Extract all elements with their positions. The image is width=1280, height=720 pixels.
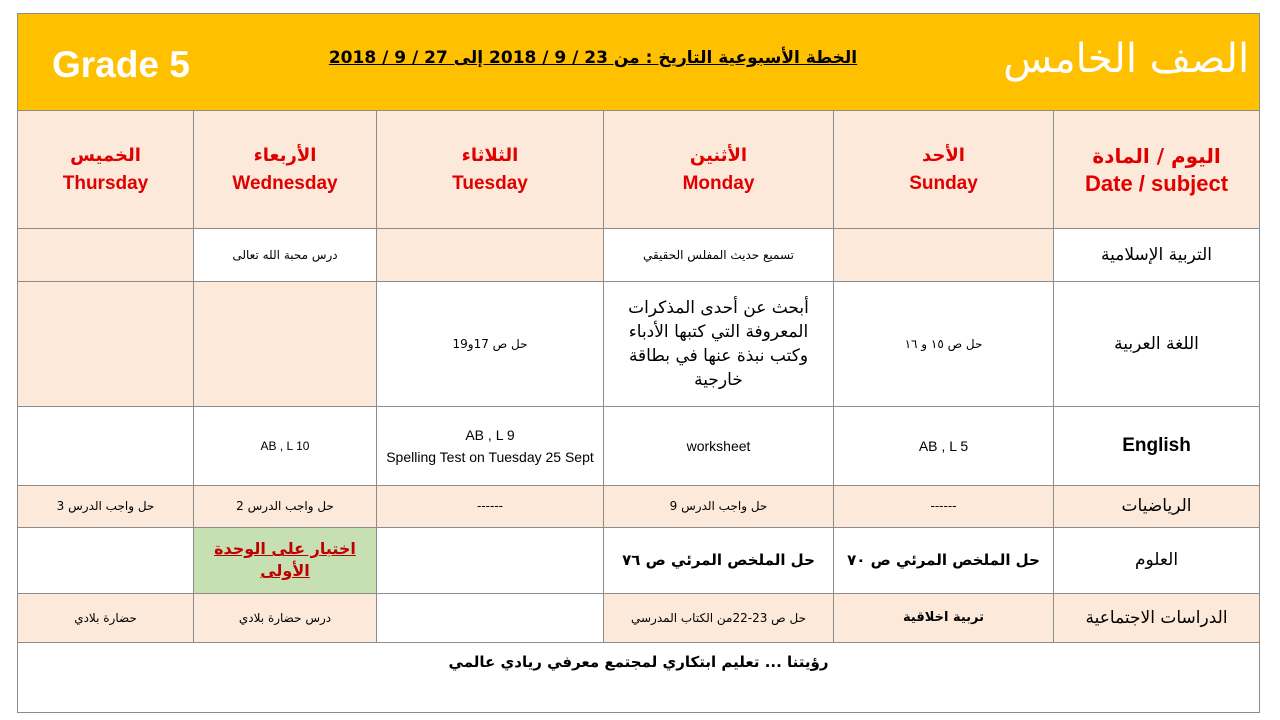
day-wednesday-ar: الأربعاء bbox=[253, 144, 317, 166]
arabic-monday: أبحث عن أحدى المذكرات المعروفة التي كتبها الأدباء وكتب نبذة عنها في بطاقة خارجية bbox=[604, 282, 834, 406]
day-sunday bbox=[834, 111, 1054, 229]
vision-statement: رؤيتنا ... تعليم ابتكاري لمجتمع معرفي ريادي عالمي bbox=[18, 642, 1260, 712]
subject-header-ar: اليوم / المادة bbox=[1092, 143, 1221, 168]
english-tuesday-line1: AB , L 9 bbox=[465, 426, 515, 443]
day-thursday-en: Thursday bbox=[62, 172, 149, 194]
science-thursday bbox=[18, 527, 194, 593]
day-sunday-en: Sunday bbox=[909, 172, 978, 194]
english-tuesday-line2: Spelling Test on Tuesday 25 Sept bbox=[386, 448, 594, 465]
arabic-tuesday: حل ص 17و19 bbox=[377, 282, 604, 406]
grade-label-en: Grade 5 bbox=[52, 44, 190, 85]
title-row bbox=[18, 14, 1260, 111]
math-tuesday: ------ bbox=[377, 485, 604, 527]
arabic-wednesday bbox=[194, 282, 377, 406]
subject-header bbox=[1054, 111, 1260, 229]
row-arabic bbox=[18, 282, 1260, 406]
social-sunday: تربية اخلاقية bbox=[834, 593, 1054, 642]
science-tuesday bbox=[377, 527, 604, 593]
title-banner bbox=[18, 14, 1260, 111]
science-wednesday bbox=[194, 527, 377, 593]
english-sunday: AB , L 5 bbox=[834, 406, 1054, 485]
english-wednesday: AB , L 10 bbox=[194, 406, 377, 485]
day-monday-ar: الأثنين bbox=[689, 144, 748, 166]
subject-science: العلوم bbox=[1054, 527, 1260, 593]
day-sunday-ar: الأحد bbox=[922, 144, 965, 166]
math-monday: حل واجب الدرس 9 bbox=[604, 485, 834, 527]
science-sunday: حل الملخص المرئي ص ٧٠ bbox=[834, 527, 1054, 593]
day-monday bbox=[604, 111, 834, 229]
row-social bbox=[18, 593, 1260, 642]
islamic-wednesday: درس محبة الله تعالى bbox=[194, 229, 377, 282]
row-islamic bbox=[18, 229, 1260, 282]
arabic-sunday: حل ص ١٥ و ١٦ bbox=[834, 282, 1054, 406]
english-thursday bbox=[18, 406, 194, 485]
social-thursday: حضارة بلادي bbox=[18, 593, 194, 642]
math-thursday: حل واجب الدرس 3 bbox=[18, 485, 194, 527]
day-tuesday-ar: الثلاثاء bbox=[461, 144, 519, 166]
exam-unit-one: اختبار على الوحدة الأولى bbox=[214, 539, 356, 581]
islamic-monday: تسميع حديث المفلس الحقيقي bbox=[604, 229, 834, 282]
subject-header-en: Date / subject bbox=[1085, 170, 1229, 196]
footer-row bbox=[18, 642, 1260, 712]
english-tuesday bbox=[377, 406, 604, 485]
islamic-tuesday bbox=[377, 229, 604, 282]
subject-english: English bbox=[1054, 406, 1260, 485]
islamic-sunday bbox=[834, 229, 1054, 282]
subject-islamic: التربية الإسلامية bbox=[1054, 229, 1260, 282]
day-thursday bbox=[18, 111, 194, 229]
grade-label-ar: الصف الخامس bbox=[1003, 36, 1250, 82]
weekly-plan-dates: الخطة الأسبوعية التاريخ : من 23 / 9 / 2018 إلى 27 / 9 / 2018 bbox=[328, 48, 858, 68]
day-thursday-ar: الخميس bbox=[70, 144, 141, 166]
arabic-thursday bbox=[18, 282, 194, 406]
day-tuesday bbox=[377, 111, 604, 229]
english-monday: worksheet bbox=[604, 406, 834, 485]
weekly-plan-table bbox=[17, 13, 1260, 713]
math-wednesday: حل واجب الدرس 2 bbox=[194, 485, 377, 527]
social-wednesday: درس حضارة بلادي bbox=[194, 593, 377, 642]
day-tuesday-en: Tuesday bbox=[452, 172, 528, 194]
day-monday-en: Monday bbox=[682, 172, 755, 194]
science-monday: حل الملخص المرئي ص ٧٦ bbox=[604, 527, 834, 593]
day-wednesday-en: Wednesday bbox=[232, 172, 338, 194]
social-tuesday bbox=[377, 593, 604, 642]
subject-social: الدراسات الاجتماعية bbox=[1054, 593, 1260, 642]
subject-math: الرياضيات bbox=[1054, 485, 1260, 527]
row-math bbox=[18, 485, 1260, 527]
row-science bbox=[18, 527, 1260, 593]
row-english bbox=[18, 406, 1260, 485]
days-header-row bbox=[18, 111, 1260, 229]
social-monday: حل ص 23-22من الكتاب المدرسي bbox=[604, 593, 834, 642]
math-sunday: ------ bbox=[834, 485, 1054, 527]
day-wednesday bbox=[194, 111, 377, 229]
subject-arabic: اللغة العربية bbox=[1054, 282, 1260, 406]
islamic-thursday bbox=[18, 229, 194, 282]
